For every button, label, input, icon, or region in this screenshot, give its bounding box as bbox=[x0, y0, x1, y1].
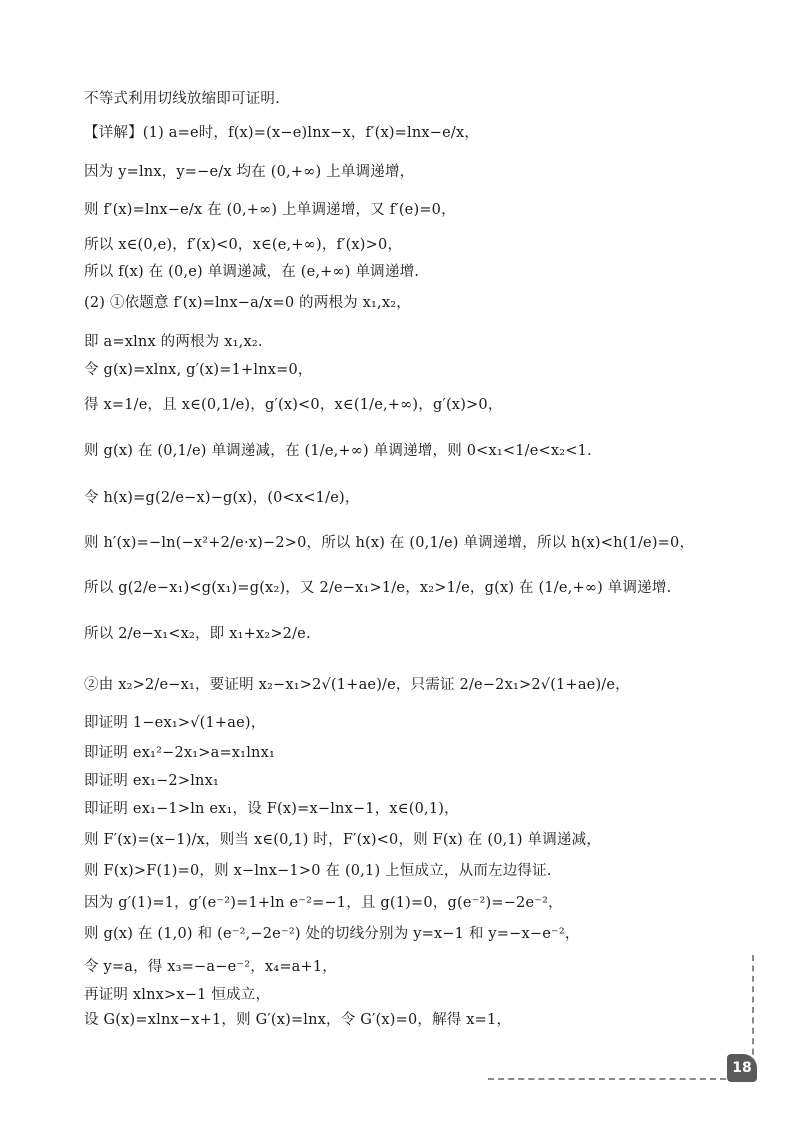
text-line: 则 f′(x)=lnx−e/x 在 (0,+∞) 上单调递增，又 f′(e)=0， bbox=[84, 202, 456, 218]
text-line: ②由 x₂>2/e−x₁，要证明 x₂−x₁>2√(1+ae)/e，只需证 2/e−2x₁>2√(1+ae)/e， bbox=[84, 677, 630, 693]
text-line: 所以 2/e−x₁<x₂，即 x₁+x₂>2/e. bbox=[84, 626, 311, 642]
page-number: 18 bbox=[732, 1060, 752, 1076]
text-line: 即证明 1−ex₁>√(1+ae)， bbox=[84, 715, 266, 731]
text-line: 再证明 xlnx>x−1 恒成立， bbox=[84, 987, 271, 1003]
text-line: 则 g(x) 在 (1,0) 和 (e⁻²,−2e⁻²) 处的切线分别为 y=x−1 和 y=−x−e⁻²， bbox=[84, 926, 580, 942]
text-line: 因为 y=lnx，y=−e/x 均在 (0,+∞) 上单调递增， bbox=[84, 164, 415, 180]
text-line: 因为 g′(1)=1，g′(e⁻²)=1+ln e⁻²=−1，且 g(1)=0，g(e⁻²)=−2e⁻²， bbox=[84, 895, 563, 911]
text-line: 即证明 ex₁²−2x₁>a=x₁lnx₁ bbox=[84, 745, 275, 761]
text-line: 则 F(x)>F(1)=0，则 x−lnx−1>0 在 (0,1) 上恒成立，从而左边得证. bbox=[84, 863, 552, 879]
text-line: 则 g(x) 在 (0,1/e) 单调递减，在 (1/e,+∞) 单调递增，则 0<x₁<1/e<x₂<1. bbox=[84, 443, 592, 459]
text-line: 设 G(x)=xlnx−x+1，则 G′(x)=lnx，令 G′(x)=0，解得 x=1， bbox=[84, 1012, 512, 1028]
text-line: 则 h′(x)=−ln(−x²+2/e·x)−2>0，所以 h(x) 在 (0,1/e) 单调递增，所以 h(x)<h(1/e)=0， bbox=[84, 535, 695, 551]
page-corner-divider-horizontal bbox=[488, 1078, 726, 1080]
text-line: 令 g(x)=xlnx, g′(x)=1+lnx=0， bbox=[84, 362, 313, 378]
text-line: 即证明 ex₁−1>ln ex₁，设 F(x)=x−lnx−1，x∈(0,1)， bbox=[84, 801, 459, 817]
text-line: 得 x=1/e，且 x∈(0,1/e)，g′(x)<0，x∈(1/e,+∞)，g′(x)>0， bbox=[84, 397, 503, 413]
text-line: 即 a=xlnx 的两根为 x₁,x₂. bbox=[84, 334, 263, 350]
text-line: 则 F′(x)=(x−1)/x，则当 x∈(0,1) 时，F′(x)<0，则 F(x) 在 (0,1) 单调递减， bbox=[84, 832, 602, 848]
text-line: 即证明 ex₁−2>lnx₁ bbox=[84, 773, 219, 789]
text-line: (2) ①依题意 f′(x)=lnx−a/x=0 的两根为 x₁,x₂， bbox=[84, 295, 411, 311]
text-line: 令 h(x)=g(2/e−x)−g(x)，(0<x<1/e)， bbox=[84, 490, 360, 506]
text-line: 所以 f(x) 在 (0,e) 单调递减，在 (e,+∞) 单调递增. bbox=[84, 264, 420, 280]
text-line: 所以 g(2/e−x₁)<g(x₁)=g(x₂)，又 2/e−x₁>1/e，x₂>1/e，g(x) 在 (1/e,+∞) 单调递增. bbox=[84, 580, 672, 596]
text-line: 所以 x∈(0,e)，f′(x)<0，x∈(e,+∞)，f′(x)>0， bbox=[84, 237, 403, 253]
page-corner-divider-vertical bbox=[752, 955, 754, 1065]
text-line: 令 y=a，得 x₃=−a−e⁻²，x₄=a+1， bbox=[84, 959, 337, 975]
text-line: 不等式利用切线放缩即可证明. bbox=[84, 91, 280, 107]
text-line: 【详解】(1) a=e时，f(x)=(x−e)lnx−x，f′(x)=lnx−e/x， bbox=[84, 125, 480, 141]
